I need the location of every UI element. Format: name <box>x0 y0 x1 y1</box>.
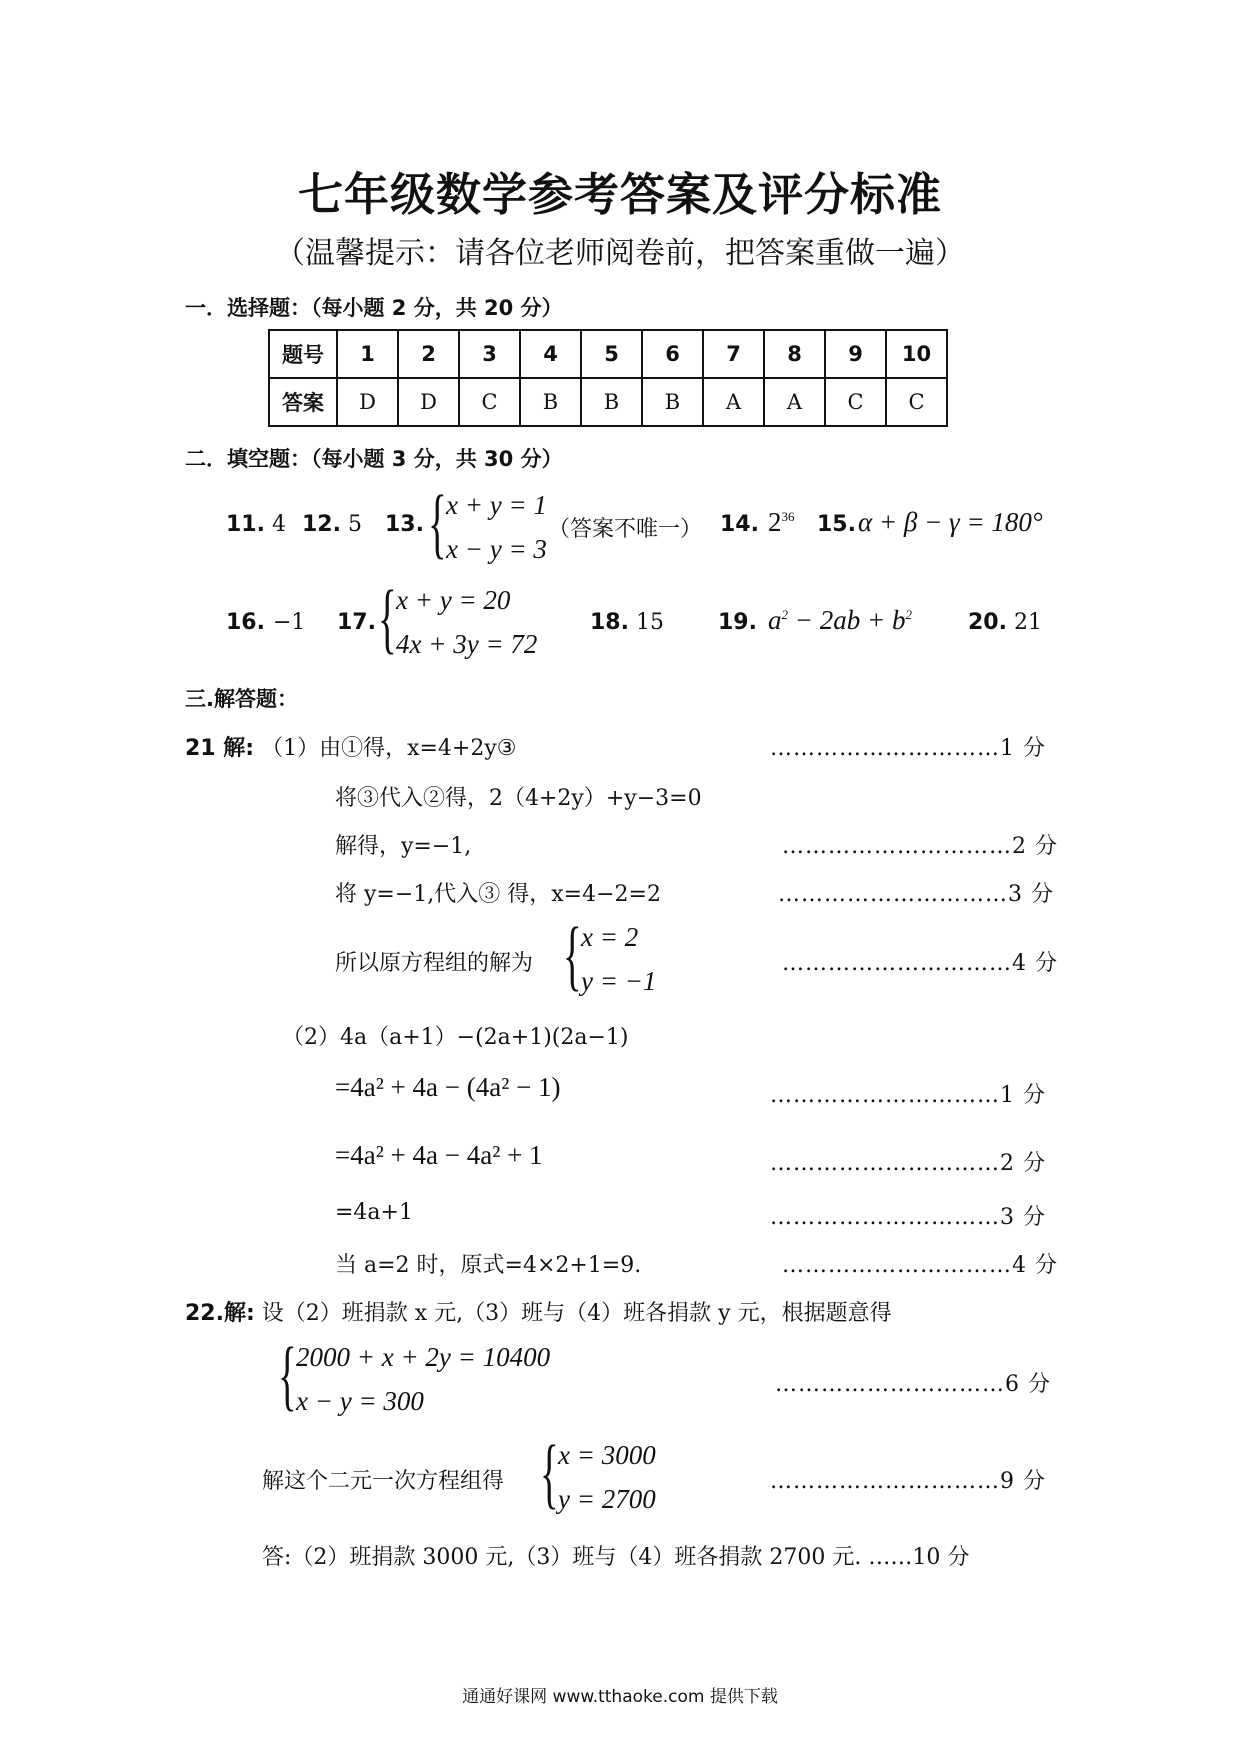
score-mark: …………………………1 分 <box>770 736 1046 761</box>
solution-text: 当 a=2 时，原式=4×2+1=9. <box>335 1253 642 1278</box>
question-number: 16. <box>226 610 265 635</box>
score-mark: …………………………2 分 <box>770 1151 1046 1176</box>
solution-text: （2）4a（a+1）−(2a+1)(2a−1) <box>282 1025 629 1050</box>
score-mark: …………………………9 分 <box>770 1469 1046 1494</box>
brace: { <box>563 911 582 998</box>
brace: { <box>540 1429 559 1516</box>
question-number: 10 <box>886 330 947 378</box>
table-row <box>269 378 947 426</box>
score-mark: …………………………3 分 <box>778 882 1054 907</box>
brace: { <box>378 574 397 661</box>
answer-cell: D <box>337 378 398 426</box>
solution-text: 解得，y=−1, <box>335 834 472 859</box>
answer-note: （答案不唯一） <box>548 517 703 542</box>
answer-cell: A <box>764 378 825 426</box>
equation-line: 2000 + x + 2y = 10400 <box>296 1342 551 1372</box>
score-mark: …………………………1 分 <box>770 1083 1046 1108</box>
answer-12 <box>302 512 362 537</box>
answer-14 <box>768 507 795 538</box>
question-number: 1 <box>337 330 398 378</box>
score-mark: …………………………2 分 <box>782 834 1058 859</box>
equation-line: x − y = 3 <box>446 534 547 564</box>
question-number: 14. <box>720 512 759 537</box>
answer-16: −1 <box>273 610 306 635</box>
answer-cell: B <box>642 378 703 426</box>
brace: { <box>278 1331 297 1418</box>
multiple-choice-table <box>268 329 948 427</box>
section2-heading: 二．填空题：（每小题 3 分，共 30 分） <box>185 447 563 471</box>
question-number: 20. <box>968 610 1007 635</box>
question-number: 6 <box>642 330 703 378</box>
answer-15: α + β − γ = 180° <box>858 507 1043 537</box>
solution-step: =4a² + 4a − (4a² − 1) <box>335 1072 561 1102</box>
equation-line: x = 2 <box>581 922 639 952</box>
score-mark: …………………………4 分 <box>782 951 1058 976</box>
equation-line: x = 3000 <box>558 1440 656 1470</box>
solution-text: =4a+1 <box>335 1200 413 1225</box>
answer-value: 4 <box>271 512 286 537</box>
solution-text: 解这个二元一次方程组得 <box>262 1469 505 1494</box>
question-number: 17. <box>337 610 376 635</box>
answer-cell: A <box>703 378 764 426</box>
term: − 2ab + b <box>788 605 906 635</box>
row-label-answer: 答案 <box>269 378 337 426</box>
term: a <box>768 605 782 635</box>
brace: { <box>428 479 447 566</box>
row-label-number: 题号 <box>269 330 337 378</box>
answer-cell: C <box>459 378 520 426</box>
question-number: 5 <box>581 330 642 378</box>
answer-18 <box>590 610 664 635</box>
question-number: 12. <box>302 512 341 537</box>
score-mark: …………………………4 分 <box>782 1253 1058 1278</box>
answer-cell: C <box>825 378 886 426</box>
final-answer: 答:（2）班捐款 3000 元,（3）班与（4）班各捐款 2700 元. ……10 分 <box>262 1545 970 1570</box>
question-number: 4 <box>520 330 581 378</box>
page-subtitle: （温馨提示：请各位老师阅卷前，把答案重做一遍） <box>275 236 965 271</box>
exponent: 2 <box>905 607 912 622</box>
answer-19 <box>768 605 912 636</box>
equation-line: x + y = 1 <box>446 490 547 520</box>
question-number: 2 <box>398 330 459 378</box>
table-row <box>269 330 947 378</box>
question-number: 18. <box>590 610 629 635</box>
q22-line <box>185 1296 892 1327</box>
answer-value: 21 <box>1013 610 1042 635</box>
page-title: 七年级数学参考答案及评分标准 <box>297 168 942 221</box>
question-number: 19. <box>718 610 757 635</box>
solution-text: 所以原方程组的解为 <box>335 951 534 976</box>
power-exponent: 36 <box>781 509 795 524</box>
question-number: 3 <box>459 330 520 378</box>
answer-value: 5 <box>347 512 362 537</box>
question-label: 21 解: <box>185 736 255 761</box>
score-mark: …………………………3 分 <box>770 1205 1046 1230</box>
q21-line <box>185 731 517 762</box>
answer-20 <box>968 610 1042 635</box>
power-base: 2 <box>768 507 782 537</box>
question-label: 22.解: <box>185 1301 255 1326</box>
question-number: 11. <box>226 512 265 537</box>
section1-heading: 一．选择题：（每小题 2 分，共 20 分） <box>185 296 563 320</box>
question-number: 9 <box>825 330 886 378</box>
equation-line: x − y = 300 <box>296 1386 424 1416</box>
answer-cell: C <box>886 378 947 426</box>
answer-11 <box>226 512 286 537</box>
answer-cell: D <box>398 378 459 426</box>
solution-text: 将③代入②得，2（4+2y）+y−3=0 <box>335 786 702 811</box>
answer-cell: B <box>520 378 581 426</box>
footer-credit: 通通好课网 www.tthaoke.com 提供下载 <box>462 1687 778 1707</box>
question-number: 8 <box>764 330 825 378</box>
equation-line: y = −1 <box>581 966 657 996</box>
equation-line: x + y = 20 <box>396 585 511 615</box>
question-number: 7 <box>703 330 764 378</box>
solution-step: =4a² + 4a − 4a² + 1 <box>335 1140 543 1170</box>
answer-cell: B <box>581 378 642 426</box>
section3-heading: 三.解答题： <box>185 687 298 711</box>
equation-line: 4x + 3y = 72 <box>396 629 538 659</box>
equation-line: y = 2700 <box>558 1484 656 1514</box>
solution-text: 将 y=−1,代入③ 得，x=4−2=2 <box>335 882 661 907</box>
question-number: 13. <box>385 512 424 537</box>
answer-value: 15 <box>635 610 664 635</box>
exponent: 2 <box>781 607 788 622</box>
solution-text: （1）由①得，x=4+2y③ <box>261 736 517 761</box>
question-number: 15. <box>817 512 856 537</box>
solution-text: 设（2）班捐款 x 元,（3）班与（4）班各捐款 y 元，根据题意得 <box>261 1301 892 1326</box>
score-mark: …………………………6 分 <box>775 1372 1051 1397</box>
